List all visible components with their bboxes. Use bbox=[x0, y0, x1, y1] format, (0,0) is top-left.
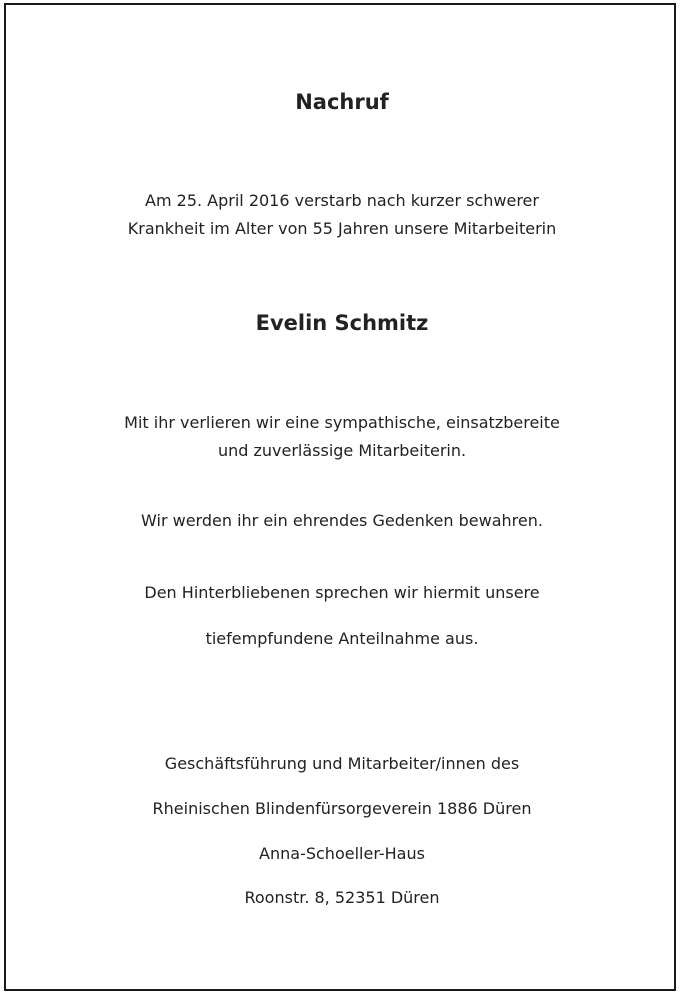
intro-line-2: Krankheit im Alter von 55 Jahren unsere Mitarbeiterin bbox=[127, 219, 557, 238]
notice-title: Nachruf bbox=[295, 90, 389, 114]
remembrance-text: Wir werden ihr ein ehrendes Gedenken bewahren. bbox=[141, 511, 543, 530]
condolence-line-2: tiefempfundene Anteilnahme aus. bbox=[205, 629, 479, 648]
deceased-name: Evelin Schmitz bbox=[255, 311, 429, 335]
intro-line-1: Am 25. April 2016 verstarb nach kurzer schwerer bbox=[145, 191, 539, 210]
signature-line-4: Roonstr. 8, 52351 Düren bbox=[244, 888, 440, 907]
signature-line-2: Rheinischen Blindenfürsorgeverein 1886 Düren bbox=[152, 799, 532, 818]
notice-border bbox=[4, 3, 676, 991]
signature-line-3: Anna-Schoeller-Haus bbox=[259, 844, 425, 863]
tribute-line-2: und zuverlässige Mitarbeiterin. bbox=[217, 441, 467, 460]
tribute-line-1: Mit ihr verlieren wir eine sympathische, einsatzbereite bbox=[124, 413, 560, 432]
signature-line-1: Geschäftsführung und Mitarbeiter/innen des bbox=[164, 754, 520, 773]
condolence-line-1: Den Hinterbliebenen sprechen wir hiermit unsere bbox=[144, 583, 540, 602]
